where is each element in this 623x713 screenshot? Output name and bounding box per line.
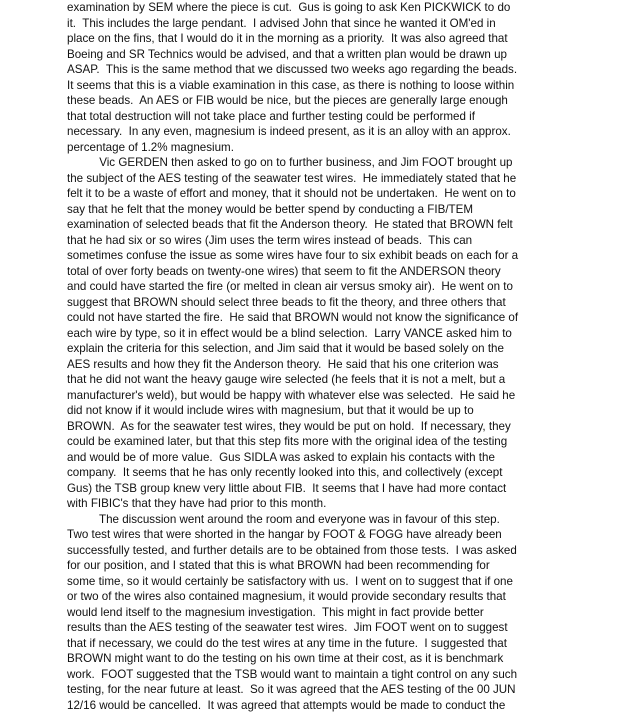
text-line: the subject of the AES testing of the seawater test wires. He immediately stated that he — [67, 171, 613, 187]
text-line: that he had six or so wires (Jim uses the term wires instead of beads. This can — [67, 233, 613, 249]
text-line: total of over forty beads on twenty-one wires) that seem to fit the ANDERSON theory — [67, 264, 613, 280]
text-line: Gus) the TSB group knew very little about FIB. It seems that I have had more contact — [67, 481, 613, 497]
text-line: sometimes confuse the issue as some wires have four to six exhibit beads on each for a — [67, 248, 613, 264]
document-body-text — [67, 0, 613, 713]
text-line: testing, for the near future at least. So it was agreed that the AES testing of the 00 JUN — [67, 682, 613, 698]
text-line: It seems that this is a viable examination in this case, as there is nothing to loose within — [67, 78, 613, 94]
text-line: 12/16 would be cancelled. It was agreed that attempts would be made to conduct the — [67, 698, 613, 713]
text-line: Two test wires that were shorted in the hangar by FOOT & FOGG have already been — [67, 527, 613, 543]
text-line: AES results and how they fit the Anderson theory. He said that his one criterion was — [67, 357, 613, 373]
text-line: explain the criteria for this selection, and Jim said that it would be based solely on the — [67, 341, 613, 357]
text-line: these beads. An AES or FIB would be nice, but the pieces are generally large enough — [67, 93, 613, 109]
text-line: that he did not want the heavy gauge wire selected (he feels that it is not a melt, but a — [67, 372, 613, 388]
text-line: examination of selected beads that fit the Anderson theory. He stated that BROWN felt — [67, 217, 613, 233]
text-line: for our position, and I stated that this is what BROWN had been recommending for — [67, 558, 613, 574]
text-line: could be examined later, but that this step fits more with the original idea of the testing — [67, 434, 613, 450]
text-line: each wire by type, so it in effect would be a blind selection. Larry VANCE asked him to — [67, 326, 613, 342]
text-line: say that he felt that the money would be better spend by conducting a FIB/TEM — [67, 202, 613, 218]
text-line: suggest that BROWN should select three beads to fit the theory, and three others that — [67, 295, 613, 311]
text-line: results than the AES testing of the seawater test wires. Jim FOOT went on to suggest — [67, 620, 613, 636]
text-line: work. FOOT suggested that the TSB would want to maintain a tight control on any such — [67, 667, 613, 683]
text-line: or two of the wires also contained magnesium, it would provide secondary results that — [67, 589, 613, 605]
text-line: that if necessary, we could do the test wires at any time in the future. I suggested that — [67, 636, 613, 652]
text-line: Boeing and SR Technics would be advised, and that a written plan would be drawn up — [67, 47, 613, 63]
text-line: successfully tested, and further details are to be obtained from those tests. I was asked — [67, 543, 613, 559]
text-line: ASAP. This is the same method that we discussed two weeks ago regarding the beads. — [67, 62, 613, 78]
text-line: company. It seems that he has only recently looked into this, and collectively (except — [67, 465, 613, 481]
text-line: could not have started the fire. He said that BROWN would not know the significance of — [67, 310, 613, 326]
text-line: BROWN. As for the seawater test wires, they would be put on hold. If necessary, they — [67, 419, 613, 435]
text-line: place on the fins, that I would do it in the morning as a priority. It was also agreed that — [67, 31, 613, 47]
text-line: felt it to be a waste of effort and money, that it should not be undertaken. He went on to — [67, 186, 613, 202]
text-line: Vic GERDEN then asked to go on to further business, and Jim FOOT brought up — [67, 155, 613, 171]
text-line: percentage of 1.2% magnesium. — [67, 140, 613, 156]
text-line: would lend itself to the magnesium investigation. This might in fact provide better — [67, 605, 613, 621]
text-line: BROWN might want to do the testing on his own time at their cost, as it is benchmark — [67, 651, 613, 667]
text-line: manufacturer's weld), but would be happy with whatever else was selected. He said he — [67, 388, 613, 404]
text-line: did not know if it would include wires with magnesium, but that it would be up to — [67, 403, 613, 419]
text-line: and could have started the fire (or melted in clean air versus smoky air). He went on to — [67, 279, 613, 295]
text-line: examination by SEM where the piece is cut. Gus is going to ask Ken PICKWICK to do — [67, 0, 613, 16]
text-line: some time, so it would certainly be satisfactory with us. I went on to suggest that if one — [67, 574, 613, 590]
text-line: with FIBIC's that they have had prior to this month. — [67, 496, 613, 512]
text-line: that total destruction will not take place and further testing could be performed if — [67, 109, 613, 125]
text-line: it. This includes the large pendant. I advised John that since he wanted it OM'ed in — [67, 16, 613, 32]
text-line: necessary. In any even, magnesium is indeed present, as it is an alloy with an approx. — [67, 124, 613, 140]
text-line: The discussion went around the room and everyone was in favour of this step. — [67, 512, 613, 528]
text-line: and would be of more value. Gus SIDLA was asked to explain his contacts with the — [67, 450, 613, 466]
